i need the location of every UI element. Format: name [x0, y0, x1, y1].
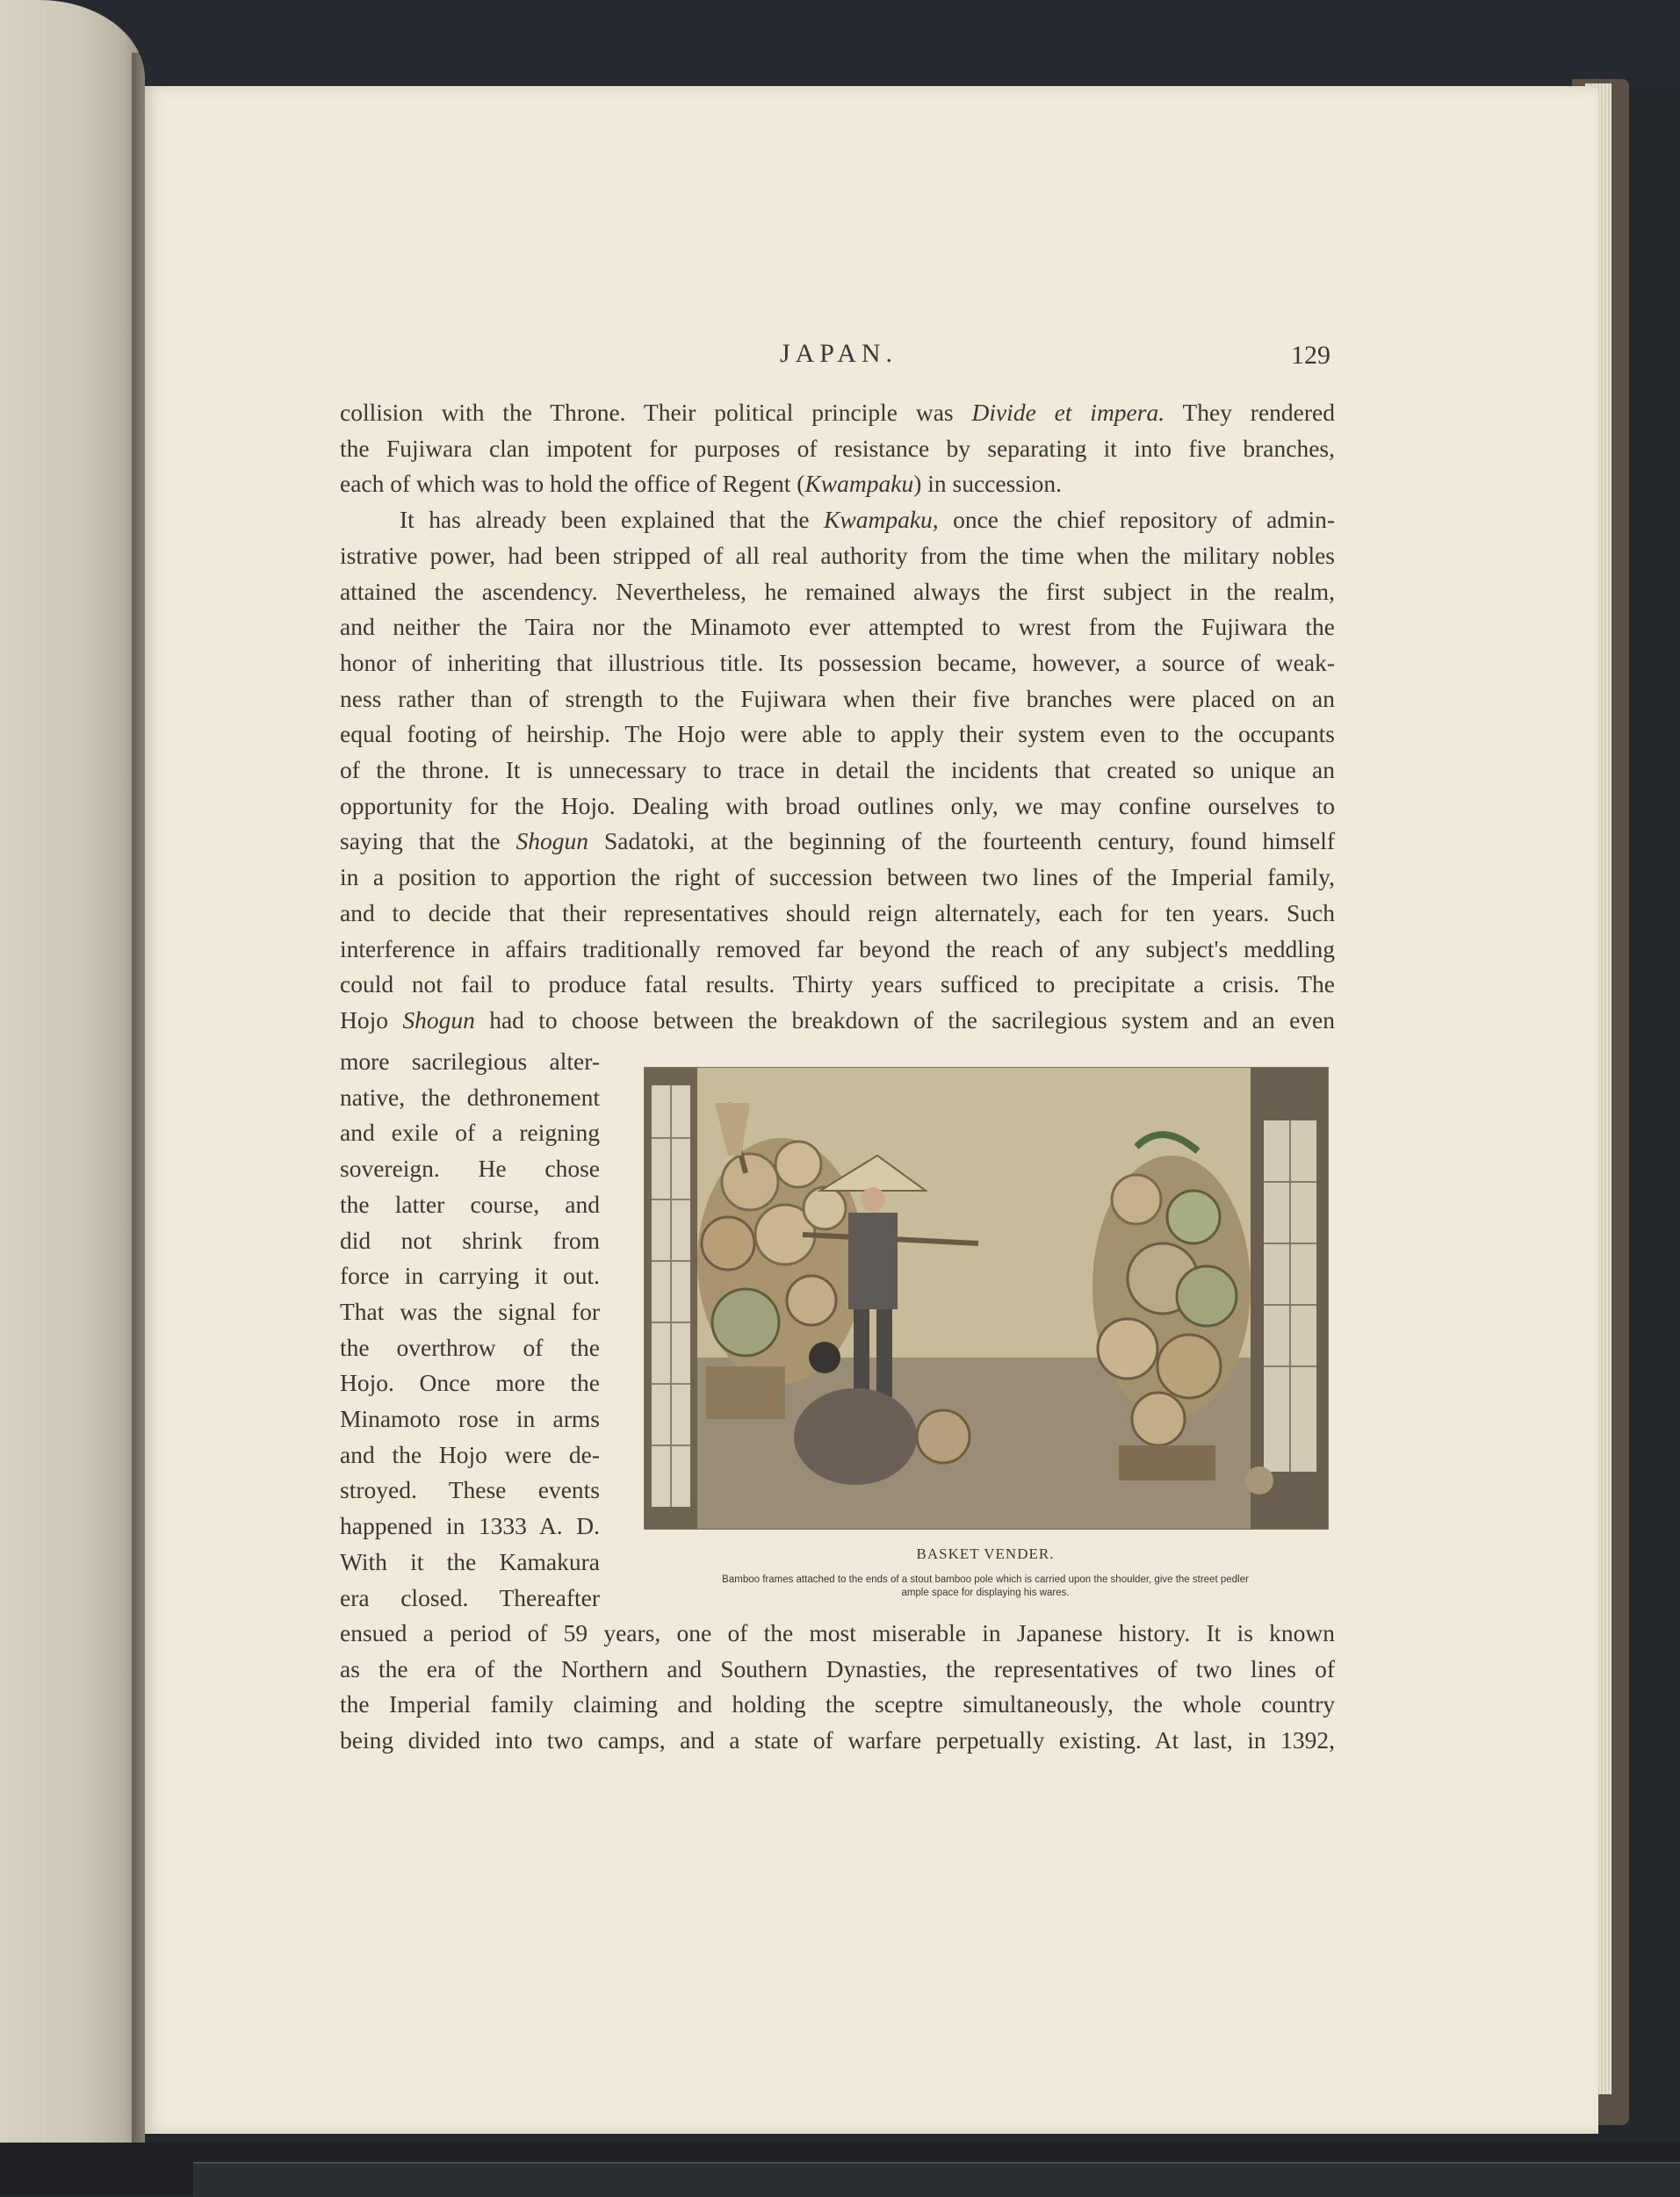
text-line [400, 508, 1335, 534]
text-line: ensued a period of 59 years, one of the most miserable in Japanese history. It is known [340, 1619, 1335, 1646]
text-line: era closed. Thereafter [340, 1583, 600, 1611]
text-run: the Fujiwara clan impotent for purposes of resistance by separating it into five branches, [340, 434, 1335, 462]
text-line: and exile of a reigning [340, 1119, 600, 1147]
text-run: Hojo [340, 1005, 403, 1034]
text-run: Sadatoki, at the beginning of the fourteenth century, found himself [588, 827, 1335, 855]
text-line [340, 791, 1335, 820]
text-run: collision with the Throne. Their political principle was [340, 399, 972, 426]
text-run: in a position to apportion the right of succession between two lines of the Imperial family, [340, 863, 1335, 891]
italic-text: Shogun [516, 827, 589, 855]
text-line [340, 472, 1335, 498]
text-run: once the chief repository of admin- [938, 506, 1336, 534]
text-run: of the throne. It is unnecessary to trace in detail the incidents that created so unique an [340, 756, 1335, 783]
text-line: Hojo. Once more the [340, 1369, 600, 1397]
text-run: ness rather than of strength to the Fujiwara when their five branches were placed on an [340, 684, 1335, 712]
text-run: They rendered [1164, 399, 1335, 426]
text-line: and the Hojo were de- [340, 1440, 600, 1468]
italic-text: Kwampaku, [824, 506, 939, 534]
page-number: 129 [1291, 341, 1330, 370]
text-run: ) in succession. [913, 470, 1063, 498]
figure-caption-line-2: ample space for displaying his wares. [901, 1588, 1070, 1598]
text-run: istrative power, had been stripped of all real authority from the time when the military nobles [340, 541, 1335, 569]
text-line [340, 758, 1335, 784]
figure-caption-title: BASKET VENDER. [916, 1545, 1055, 1562]
text-line: With it the Kamakura [340, 1547, 600, 1575]
text-line [340, 541, 1335, 570]
text-line: That was the signal for [340, 1297, 600, 1325]
text-line [340, 865, 1335, 891]
text-line [340, 577, 1335, 606]
running-header: JAPAN. [779, 339, 898, 368]
text-line [340, 436, 1335, 463]
text-line [340, 615, 1335, 641]
text-run: could not fail to produce fatal results. Thirty years sufficed to precipitate a crisis. The [340, 970, 1335, 998]
text-line: more sacrilegious alter- [340, 1048, 600, 1075]
text-line: the Imperial family claiming and holding the sceptre simultaneously, the whole country [340, 1690, 1335, 1718]
text-line [340, 400, 1335, 427]
basket-vender-photograph [644, 1067, 1329, 1530]
text-run: opportunity for the Hojo. Dealing with broad outlines only, we may confine ourselves to [340, 791, 1335, 819]
text-line [340, 972, 1335, 998]
italic-text: Divide et impera. [971, 399, 1165, 426]
italic-text: Shogun [402, 1005, 475, 1034]
text-run: saying that the [340, 827, 516, 855]
text-line [340, 1005, 1336, 1034]
scan-background [0, 0, 1680, 88]
text-line [340, 898, 1335, 927]
text-run: It has already been explained that the [400, 506, 825, 534]
figure-caption-line-1: Bamboo frames attached to the ends of a stout bamboo pole which is carried upon the shoulder, give the street pedler [722, 1574, 1249, 1585]
text-run: honor of inheriting that illustrious title. Its possession became, however, a source of weak- [340, 648, 1335, 676]
text-line: did not shrink from [340, 1226, 600, 1254]
text-line: stroyed. These events [340, 1476, 600, 1504]
text-line [340, 684, 1335, 713]
text-run: interference in affairs traditionally removed far beyond the reach of any subject's meddling [340, 934, 1335, 962]
italic-text: Kwampaku [804, 470, 914, 498]
text-line [340, 722, 1335, 748]
text-line: sovereign. He chose [340, 1155, 600, 1183]
previous-page-edge [0, 0, 145, 2143]
text-run: and neither the Taira nor the Minamoto ever attempted to wrest from the Fujiwara the [340, 613, 1335, 641]
text-line [340, 934, 1335, 963]
text-line: being divided into two camps, and a state of warfare perpetually existing. At last, in 1392, [340, 1726, 1335, 1754]
text-run: and to decide that their representatives should reign alternately, each for ten years. Such [340, 898, 1335, 926]
scan-bottom-background [0, 2143, 1680, 2195]
text-line: the overthrow of the [340, 1333, 600, 1361]
text-run: had to choose between the breakdown of the sacrilegious system and an even [474, 1005, 1336, 1034]
text-line: as the era of the Northern and Southern Dynasties, the representatives of two lines of [340, 1654, 1335, 1682]
text-run: attained the ascendency. Nevertheless, he remained always the first subject in the realm, [340, 577, 1335, 605]
text-line [340, 829, 1335, 855]
text-line: Minamoto rose in arms [340, 1405, 600, 1432]
text-line [340, 648, 1335, 677]
text-line: native, the dethronement [340, 1083, 600, 1111]
text-line: happened in 1333 A. D. [340, 1512, 600, 1540]
text-run: equal footing of heirship. The Hojo were able to apply their system even to the occupants [340, 720, 1335, 748]
text-run: each of which was to hold the office of Regent ( [340, 470, 805, 498]
text-line: force in carrying it out. [340, 1262, 600, 1290]
text-line: the latter course, and [340, 1190, 600, 1218]
